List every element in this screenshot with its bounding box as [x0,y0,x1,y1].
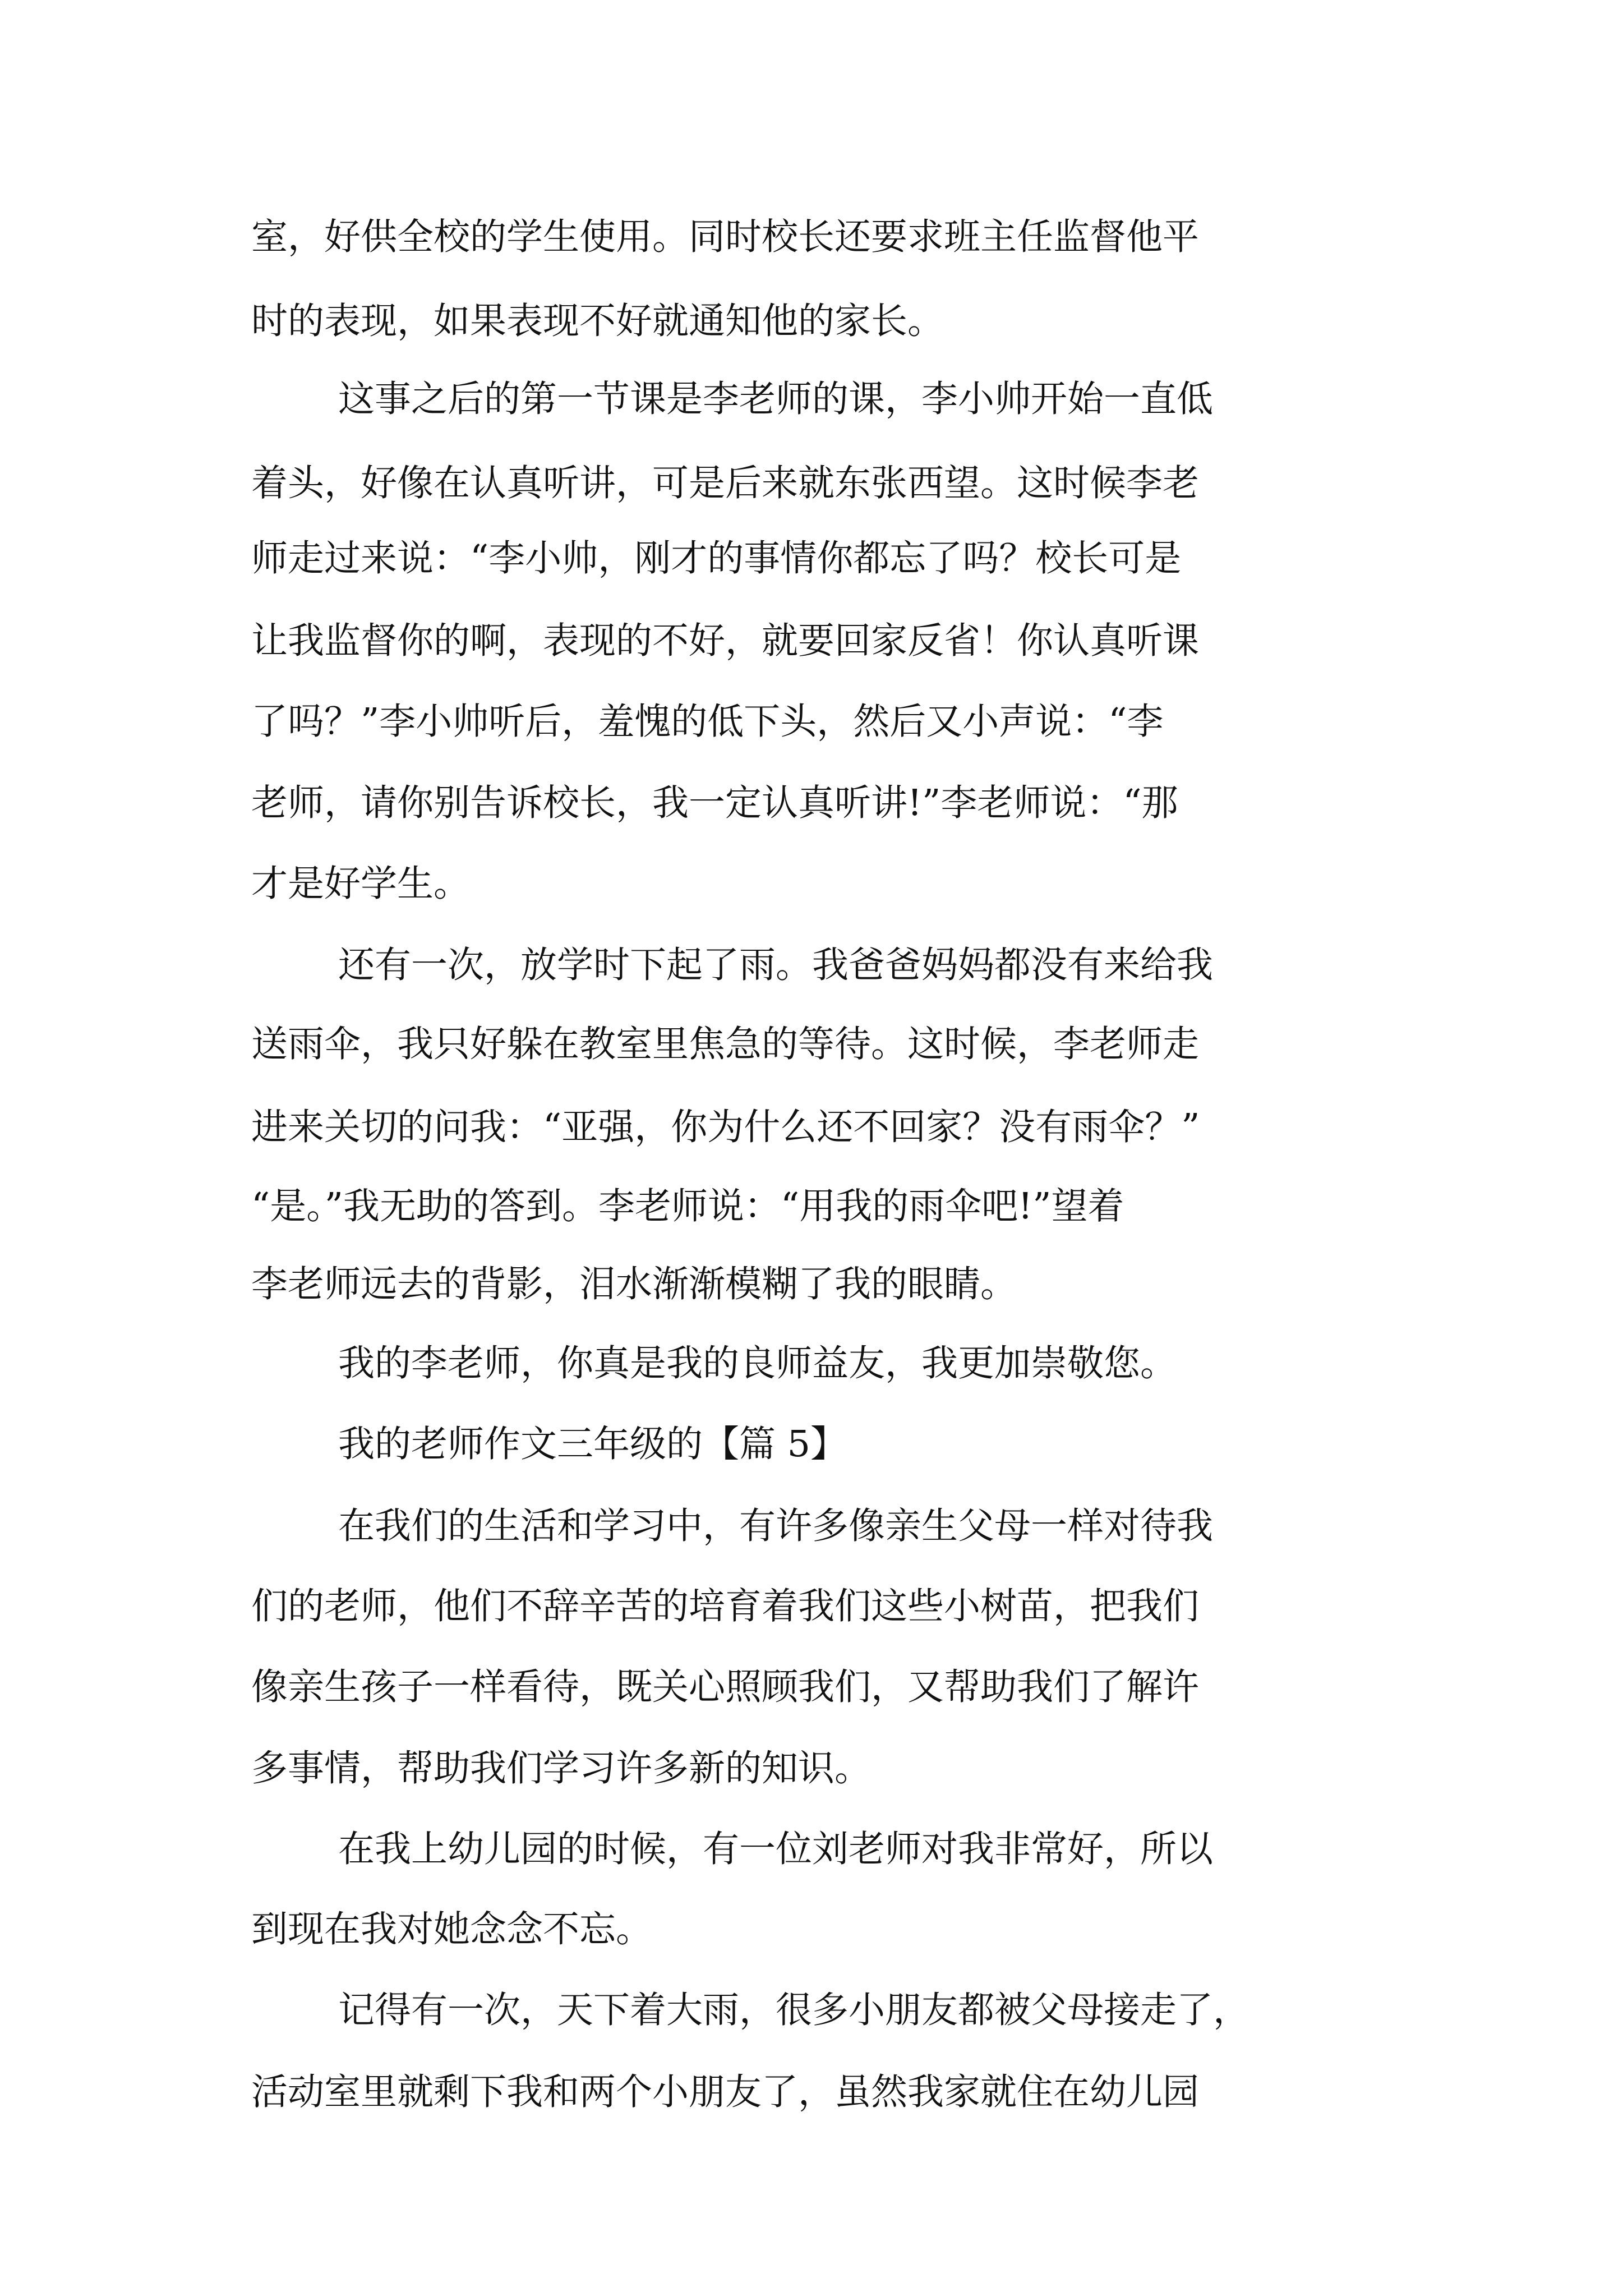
text-line: 在我们的生活和学习中，有许多像亲生父母一样对待我 [338,1505,1214,1547]
text-line: 到现在我对她念念不忘。 [251,1908,653,1950]
text-line: 我的李老师，你真是我的良师益友，我更加崇敬您。 [338,1342,1177,1384]
text-line: 室，好供全校的学生使用。同时校长还要求班主任监督他平 [251,216,1200,258]
text-line: 活动室里就剩下我和两个小朋友了，虽然我家就住在幼儿园 [251,2071,1200,2113]
text-line: 才是好学生。 [251,863,471,905]
text-line: 进来关切的问我：“亚强，你为什么还不回家？没有雨伞？” [251,1106,1200,1148]
text-line: 师走过来说：“李小帅，刚才的事情你都忘了吗？校长可是 [251,537,1182,579]
text-line: 记得有一次，天下着大雨，很多小朋友都被父母接走了， [338,1989,1250,2031]
section-heading: 我的老师作文三年级的【篇 5】 [338,1423,847,1465]
text-line: 让我监督你的啊，表现的不好，就要回家反省！你认真听课 [251,620,1200,662]
text-line: 们的老师，他们不辞辛苦的培育着我们这些小树苗，把我们 [251,1585,1200,1627]
text-line: 李老师远去的背影，泪水渐渐模糊了我的眼睛。 [251,1263,1017,1305]
text-line: 还有一次，放学时下起了雨。我爸爸妈妈都没有来给我 [338,944,1214,986]
text-line: 时的表现，如果表现不好就通知他的家长。 [251,300,944,342]
text-line: 着头，好像在认真听讲，可是后来就东张西望。这时候李老 [251,462,1200,504]
text-line: 在我上幼儿园的时候，有一位刘老师对我非常好，所以 [338,1828,1214,1870]
text-line: “是。”我无助的答到。李老师说：“用我的雨伞吧!”望着 [251,1185,1124,1227]
text-line: 送雨伞，我只好躲在教室里焦急的等待。这时候，李老师走 [251,1023,1200,1065]
text-line: 了吗？”李小帅听后，羞愧的低下头，然后又小声说：“李 [251,701,1164,743]
text-line: 像亲生孩子一样看待，既关心照顾我们，又帮助我们了解许 [251,1666,1200,1708]
text-line: 这事之后的第一节课是李老师的课，李小帅开始一直低 [338,378,1214,420]
text-line: 多事情，帮助我们学习许多新的知识。 [251,1747,872,1789]
text-line: 老师，请你别告诉校长，我一定认真听讲!”李老师说：“那 [251,782,1178,824]
